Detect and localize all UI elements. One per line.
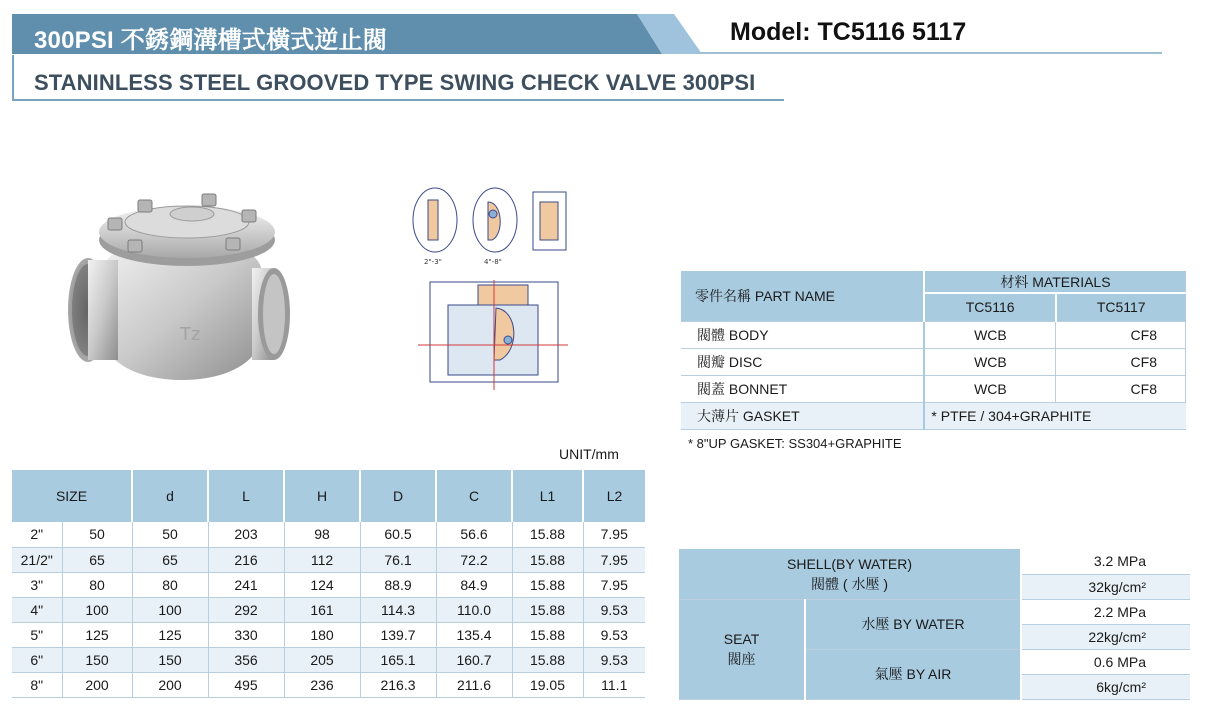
material-row — [681, 348, 1186, 375]
c-value: 110.0 — [436, 597, 512, 622]
shell-label-zh: 閥體 ( 水壓 ) — [811, 575, 888, 592]
air-label: 氣壓 BY AIR — [805, 649, 1021, 699]
dimension-row — [12, 547, 645, 572]
gasket-material: * PTFE / 304+GRAPHITE — [924, 402, 1185, 429]
materials-table — [681, 271, 1186, 430]
size-mm: 150 — [62, 647, 132, 672]
l-header: L — [208, 470, 284, 522]
gasket-note: * 8"UP GASKET: SS304+GRAPHITE — [688, 436, 902, 451]
dimension-row — [12, 522, 645, 547]
model-b-header: TC5117 — [1056, 293, 1186, 321]
l-value: 216 — [208, 547, 284, 572]
subtitle-divider-left — [12, 55, 14, 101]
water-mpa: 2.2 MPa — [1021, 599, 1190, 624]
l1-header: L1 — [512, 470, 583, 522]
c-value: 56.6 — [436, 522, 512, 547]
size-inch: 6" — [12, 647, 62, 672]
size-inch: 8" — [12, 672, 62, 697]
model-a-header: TC5116 — [924, 293, 1056, 321]
part-name: 閥體 BODY — [681, 321, 924, 348]
outer-d-value: 216.3 — [360, 672, 436, 697]
c-value: 211.6 — [436, 672, 512, 697]
size-inch: 5" — [12, 622, 62, 647]
l1-value: 15.88 — [512, 622, 583, 647]
dimension-row — [12, 597, 645, 622]
size-mm: 80 — [62, 572, 132, 597]
l1-value: 15.88 — [512, 547, 583, 572]
drawing-label-small: 2"-3" — [424, 258, 442, 266]
material-row — [681, 321, 1186, 348]
seat-label-zh: 閥座 — [727, 651, 756, 667]
c-value: 84.9 — [436, 572, 512, 597]
page-subtitle: STANINLESS STEEL GROOVED TYPE SWING CHECK VALVE 300PSI — [34, 70, 756, 95]
c-value: 160.7 — [436, 647, 512, 672]
l2-value: 9.53 — [583, 647, 645, 672]
material-b: CF8 — [1056, 375, 1186, 402]
l2-value: 7.95 — [583, 572, 645, 597]
material-b: CF8 — [1056, 348, 1186, 375]
d-header: d — [132, 470, 208, 522]
part-name: 閥瓣 DISC — [681, 348, 924, 375]
size-header: SIZE — [12, 470, 132, 522]
d-value: 100 — [132, 597, 208, 622]
l-value: 330 — [208, 622, 284, 647]
air-kg: 6kg/cm² — [1021, 674, 1190, 699]
l1-value: 15.88 — [512, 597, 583, 622]
air-mpa: 0.6 MPa — [1021, 649, 1190, 674]
d-value: 125 — [132, 622, 208, 647]
l2-value: 7.95 — [583, 522, 645, 547]
dimension-row — [12, 572, 645, 597]
dimension-row — [12, 622, 645, 647]
model-number: Model: TC5116 5117 — [730, 18, 967, 46]
c-header: C — [436, 470, 512, 522]
subtitle-divider — [12, 99, 784, 101]
seat-label-en: SEAT — [723, 631, 760, 647]
seat-water-row — [679, 599, 1190, 624]
gasket-part-name: 大薄片 GASKET — [681, 402, 924, 429]
page-title: 300PSI 不銹鋼溝槽式橫式逆止閥 — [34, 27, 387, 54]
d-value: 200 — [132, 672, 208, 697]
shell-kg: 32kg/cm² — [1021, 574, 1190, 599]
dimensions-body — [12, 522, 645, 697]
dimension-row — [12, 672, 645, 697]
h-value: 180 — [284, 622, 360, 647]
dimensions-table — [12, 470, 645, 698]
size-mm: 200 — [62, 672, 132, 697]
part-name-header: 零件名稱 PART NAME — [681, 271, 924, 321]
material-row — [681, 375, 1186, 402]
title-band — [12, 14, 702, 54]
size-mm: 125 — [62, 622, 132, 647]
h-value: 98 — [284, 522, 360, 547]
shell-label-en: SHELL(BY WATER) — [787, 555, 912, 572]
pressure-test-table — [679, 549, 1190, 700]
h-value: 205 — [284, 647, 360, 672]
c-value: 135.4 — [436, 622, 512, 647]
h-value: 236 — [284, 672, 360, 697]
water-kg: 22kg/cm² — [1021, 624, 1190, 649]
l1-value: 15.88 — [512, 647, 583, 672]
seat-label — [679, 599, 805, 699]
l2-value: 9.53 — [583, 597, 645, 622]
technical-drawings — [408, 180, 578, 400]
l1-value: 15.88 — [512, 522, 583, 547]
l-value: 292 — [208, 597, 284, 622]
outer-d-value: 165.1 — [360, 647, 436, 672]
c-value: 72.2 — [436, 547, 512, 572]
size-inch: 3" — [12, 572, 62, 597]
gasket-row — [681, 402, 1186, 429]
unit-label: UNIT/mm — [559, 446, 619, 462]
material-a: WCB — [924, 321, 1056, 348]
outer-d-value: 76.1 — [360, 547, 436, 572]
d-value: 65 — [132, 547, 208, 572]
drawing-label-large: 4"-8" — [484, 258, 502, 266]
l2-value: 11.1 — [583, 672, 645, 697]
d-value: 150 — [132, 647, 208, 672]
dimension-row — [12, 647, 645, 672]
shell-mpa: 3.2 MPa — [1021, 549, 1190, 574]
part-name: 閥蓋 BONNET — [681, 375, 924, 402]
h-value: 124 — [284, 572, 360, 597]
d-value: 80 — [132, 572, 208, 597]
h-value: 161 — [284, 597, 360, 622]
l2-header: L2 — [583, 470, 645, 522]
svg-text:Tz: Tz — [180, 324, 201, 345]
model-divider — [700, 52, 1162, 54]
dimensions-header-row — [12, 470, 645, 522]
shell-label — [679, 549, 1021, 599]
l2-value: 9.53 — [583, 622, 645, 647]
l-value: 203 — [208, 522, 284, 547]
valve-product-image — [62, 180, 302, 385]
water-label: 水壓 BY WATER — [805, 599, 1021, 649]
l2-value: 7.95 — [583, 547, 645, 572]
materials-header-row — [681, 271, 1186, 293]
h-header: H — [284, 470, 360, 522]
l-value: 495 — [208, 672, 284, 697]
l1-value: 15.88 — [512, 572, 583, 597]
outer-d-value: 114.3 — [360, 597, 436, 622]
size-inch: 4" — [12, 597, 62, 622]
material-b: CF8 — [1056, 321, 1186, 348]
size-inch: 2" — [12, 522, 62, 547]
material-a: WCB — [924, 348, 1056, 375]
materials-header: 材料 MATERIALS — [924, 271, 1185, 293]
outer-d-header: D — [360, 470, 436, 522]
d-value: 50 — [132, 522, 208, 547]
h-value: 112 — [284, 547, 360, 572]
l1-value: 19.05 — [512, 672, 583, 697]
l-value: 241 — [208, 572, 284, 597]
outer-d-value: 139.7 — [360, 622, 436, 647]
size-mm: 50 — [62, 522, 132, 547]
outer-d-value: 88.9 — [360, 572, 436, 597]
material-a: WCB — [924, 375, 1056, 402]
outer-d-value: 60.5 — [360, 522, 436, 547]
size-mm: 100 — [62, 597, 132, 622]
l-value: 356 — [208, 647, 284, 672]
size-inch: 21/2" — [12, 547, 62, 572]
size-mm: 65 — [62, 547, 132, 572]
shell-row — [679, 549, 1190, 574]
